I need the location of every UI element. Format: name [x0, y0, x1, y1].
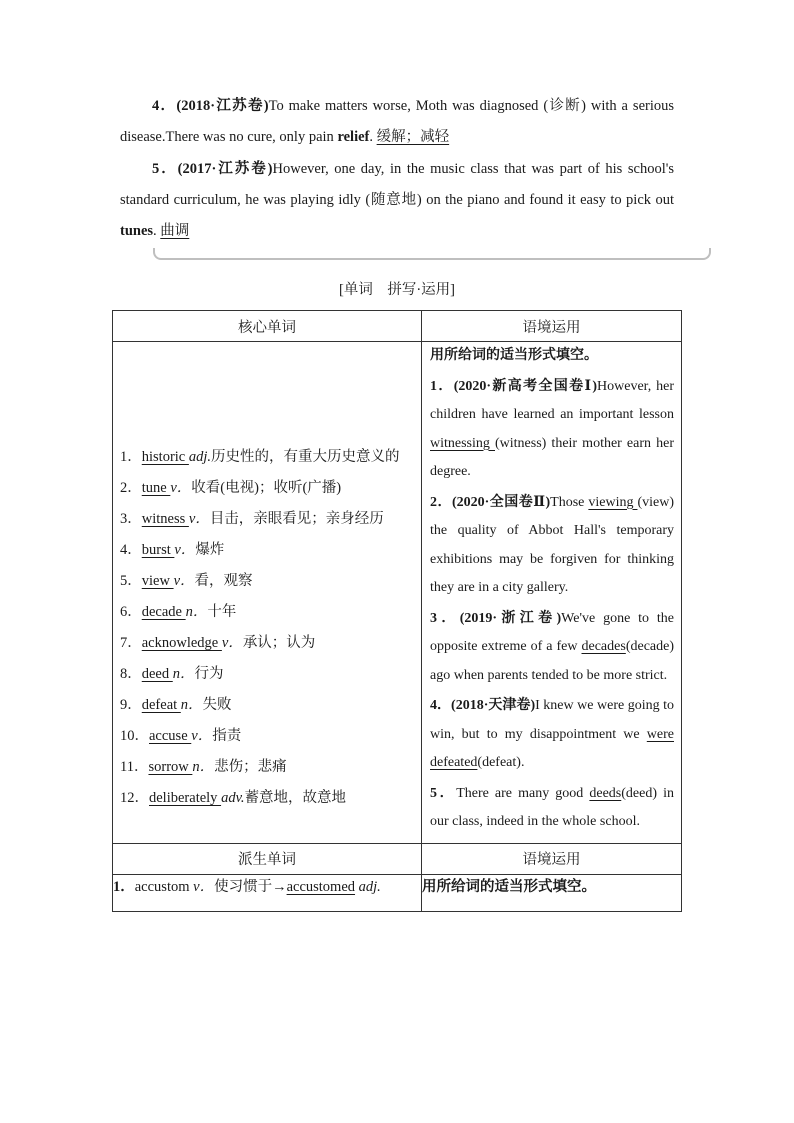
word: burst — [141, 542, 175, 558]
key-word: relief — [337, 129, 370, 145]
item-number: 5． — [152, 161, 178, 177]
core-word-item: 7．acknowledge v．承认；认为 — [120, 635, 316, 651]
word: decade — [141, 604, 186, 620]
answer-blank: decades — [581, 639, 626, 654]
key-word: tunes — [120, 223, 154, 239]
answer: 缓解；减轻 — [376, 129, 450, 145]
word: defeat — [141, 697, 181, 713]
core-word-item: 4．burst v．爆炸 — [120, 542, 225, 558]
core-word-item: 1．historic adj.历史性的，有重大历史意义的 — [120, 449, 400, 465]
word: witness — [141, 511, 189, 527]
item-source: (2017·江苏卷) — [177, 161, 273, 177]
header-context-usage: 语境运用 — [422, 311, 682, 342]
word: deed — [141, 666, 173, 682]
word: accuse — [149, 728, 192, 744]
word: sorrow — [148, 759, 193, 775]
derived-word-item: 1．accustom v．使习惯于→accustomed adj. — [113, 874, 422, 911]
context-item: 5．There are many good deeds(deed) in our class, indeed in the whole school. — [430, 785, 674, 829]
answer-blank: deeds — [589, 785, 622, 801]
word: tune — [141, 480, 171, 496]
core-word-item: 8．deed n．行为 — [120, 666, 224, 682]
header-derived-words: 派生单词 — [113, 843, 422, 874]
word: view — [141, 573, 174, 589]
context-item: 1．(2020·新高考全国卷Ⅰ)However, her children have learned an important lesson witnessing (witness) their mother earn her degree. — [430, 378, 675, 479]
core-word-item: 10．accuse v．指责 — [120, 728, 242, 744]
word: deliberately — [149, 790, 222, 806]
item-text: However, one day, in the music class that was part of his school's standard curriculum, he was playing idly (随意地) on the piano and found it easy to pick out — [120, 161, 674, 208]
core-words-cell — [113, 342, 422, 844]
core-word-item: 11．sorrow n．悲伤；悲痛 — [120, 759, 287, 775]
core-word-item: 9．defeat n．失败 — [120, 697, 232, 713]
core-word-item: 3．witness v．目击，亲眼看见；亲身经历 — [120, 511, 384, 527]
context-usage-cell — [422, 342, 682, 844]
instruction-2: 用所给词的适当形式填空。 — [422, 874, 682, 911]
context-item: 4．(2018·天津卷)I knew we were going to win, but to my disappointment we were defeated(defeat). — [430, 698, 675, 770]
core-word-item: 5．view v．看，观察 — [120, 573, 253, 589]
item-source: (2018·江苏卷) — [176, 98, 269, 114]
answer: 曲调 — [160, 223, 190, 239]
answer-blank: viewing — [588, 494, 638, 510]
instruction: 用所给词的适当形式填空。 — [430, 348, 598, 363]
word: acknowledge — [141, 635, 222, 651]
section-heading: [单词 拼写·运用] — [339, 282, 455, 298]
answer-blank: witnessing — [430, 435, 495, 451]
example-item-5: 5．(2017·江苏卷)However, one day, in the music class that was part of his school's standard curriculum, he was playing idly (随意地) on the piano and found it easy to pick out tunes. 曲调 — [120, 161, 674, 239]
word: historic — [141, 449, 189, 465]
vocabulary-table — [112, 310, 682, 912]
derived-word: accustomed — [286, 878, 356, 895]
core-word-item: 6．decade n．十年 — [120, 604, 237, 620]
answer-blank: were defeated — [430, 726, 674, 770]
item-number: 4． — [152, 98, 177, 114]
section-divider — [153, 248, 711, 260]
core-word-item: 12．deliberately adv.蓄意地，故意地 — [120, 790, 347, 806]
example-item-4: 4．(2018·江苏卷)To make matters worse, Moth was diagnosed (诊断) with a serious disease.There was no cure, only pain relief. 缓解；减轻 — [120, 98, 674, 145]
context-item: 2．(2020·全国卷Ⅱ)Those viewing (view) the quality of Abbot Hall's temporary exhibitions may be forgiven for thinking they are in a city gallery. — [430, 494, 675, 595]
item-text: To make matters worse, Moth was diagnosed (诊断) with a serious disease.There was no cure, only pain — [120, 98, 674, 145]
context-item: 3．(2019·浙江卷)We've gone to the opposite extreme of a few decades(decade) ago when parents tended to be more strict. — [430, 610, 675, 683]
core-word-item: 2．tune v．收看(电视)；收听(广播) — [120, 480, 342, 496]
header-context-usage-2: 语境运用 — [422, 843, 682, 874]
header-core-words: 核心单词 — [113, 311, 422, 342]
